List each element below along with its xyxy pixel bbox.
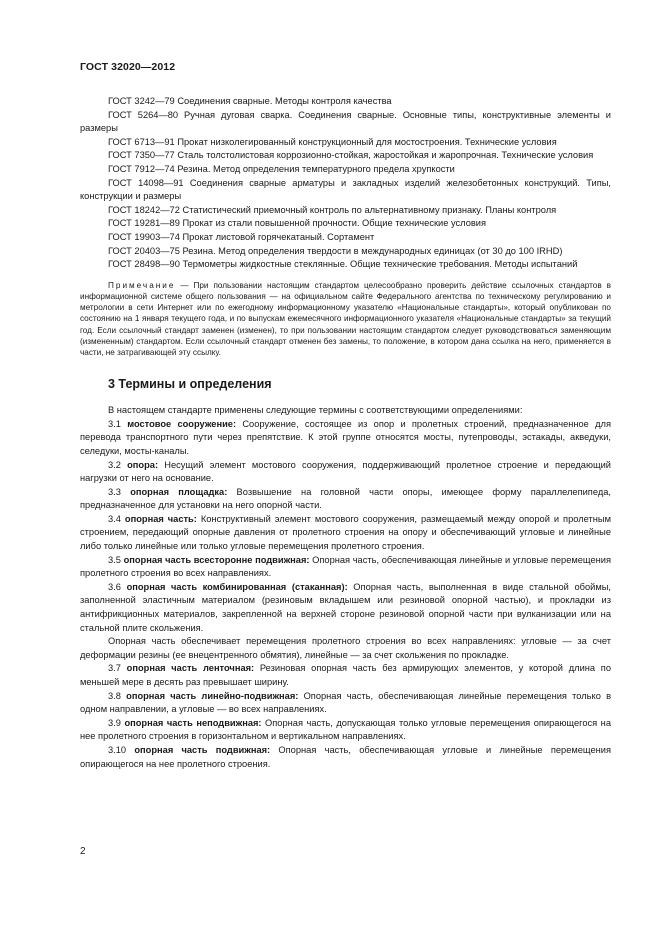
reference-item: ГОСТ 3242—79 Соединения сварные. Методы контроля качества: [108, 96, 392, 106]
term-entry: [80, 513, 611, 554]
reference-item: ГОСТ 20403—75 Резина. Метод определения твердости в международных единицах (от 30 до 100 IRHD): [108, 245, 563, 256]
term-entry: [80, 662, 611, 689]
term-definition: Опорная часть, допускающая только угловые перемещения опирающегося на нее пролетного строения в горизонтальном и вертикальном направлениях.: [80, 717, 611, 742]
term-entry: [80, 554, 611, 581]
reference-item: ГОСТ 14098—91 Соединения сварные арматуры и закладных изделий железобетонных конструкций. Типы, конструкции и размеры: [80, 177, 611, 202]
term-number: 3.1: [108, 418, 121, 429]
term-name: опорная часть всесторонне подвижная:: [123, 554, 310, 565]
term-number: 3.8: [108, 690, 121, 701]
term-entry: [80, 690, 611, 717]
term-number: 3.10: [108, 744, 127, 755]
term-entry: [80, 459, 611, 486]
term-definition: Опорная часть, выполненная в виде стальной обоймы, заполненной эластичным материалом (резиновым вкладышем или резиновой опорной частью), и прокладки из антифрикционных материалов, закрепленной на верхней стороне резиновой опорной части при вулканизации или на стальной плите скольжения.: [80, 581, 612, 633]
reference-item: ГОСТ 7350—77 Сталь толстолистовая коррозионно-стойкая, жаростойкая и жаропрочная. Технические условия: [108, 150, 594, 161]
note-text: — При пользовании настоящим стандартом целесообразно проверить действие ссылочных стандартов в информационной системе общего пользования — на официальном сайте Федерального агентства по техническому регулированию и метрологии в сети Интернет или по ежегодному информационному указателю «Национальные стандарты», который опубликован по состоянию на 1 января текущего года, и по выпускам ежемесячного информационного указателя «Национальные стандарты» за текущий год. Если ссылочный стандарт заменен (изменен), то при пользовании настоящим стандартом следует руководствоваться заменяющим (измененным) стандартом. Если ссылочный стандарт отменен без замены, то положение, в котором дана ссылка на него, применяется в части, не затрагивающей эту ссылку.: [80, 280, 611, 357]
term-name: опорная часть ленточная:: [126, 663, 255, 674]
term-entry: [80, 418, 611, 459]
section-title: 3 Термины и определения: [108, 377, 272, 392]
term-definition: Несущий элемент мостового сооружения, поддерживающий пролетное строение и передающий нагрузки от него на основание.: [80, 459, 611, 484]
term-definition: Опорная часть, обеспечивающая угловые и линейные перемещения опирающегося на нее пролетного строения.: [80, 744, 612, 769]
term-number: 3.7: [108, 663, 121, 674]
reference-item: ГОСТ 19903—74 Прокат листовой горячекатаный. Сортамент: [108, 231, 375, 242]
term-name: опорная часть:: [124, 513, 197, 524]
page-number: 2: [80, 846, 86, 857]
term-name: мостовое сооружение:: [127, 418, 237, 429]
note-label: Примечание: [108, 280, 176, 290]
term-name: опорная площадка:: [130, 486, 228, 497]
term-definition: Опорная часть, обеспечивающая линейные перемещения только в одном направлении, а угловые — во всех направлениях.: [80, 690, 612, 715]
term-number: 3.4: [108, 513, 121, 524]
term-number: 3.3: [108, 486, 121, 497]
term-number: 3.9: [108, 717, 121, 728]
term-name: опорная часть комбинированная (стаканная):: [126, 581, 348, 592]
term-entry: [80, 717, 611, 744]
reference-item: ГОСТ 7912—74 Резина. Метод определения температурного предела хрупкости: [108, 163, 455, 174]
term-name: опора:: [127, 459, 159, 470]
term-definition: Опорная часть, обеспечивающая линейные и угловые перемещения пролетного строения во всех направлениях.: [80, 554, 612, 579]
term-definition: Конструктивный элемент мостового сооружения, размещаемый между опорой и пролетным строением, передающий опорные давления от пролетного строения на опору и обеспечивающий угловые и линейные либо только линейные или только угловые перемещения пролетного строения.: [80, 513, 611, 552]
term-name: опорная часть неподвижная:: [124, 717, 262, 728]
term-entry: [80, 581, 611, 635]
term-number: 3.6: [108, 581, 121, 592]
document-code-header: ГОСТ 32020—2012: [80, 61, 176, 73]
term-continuation: Опорная часть обеспечивает перемещения пролетного строения во всех направлениях: угловые — за счет деформации резины (ее внецентренного обмятия), линейные — за счет скольжения по прокладке.: [80, 636, 611, 660]
term-definition: Резиновая опорная часть без армирующих элементов, у которой длина по меньшей мере в десять раз превышает ширину.: [80, 663, 611, 688]
term-definition: Возвышение на головной части опоры, имеющее форму параллелепипеда, предназначенное для установки на него опорной части.: [80, 486, 611, 511]
term-name: опорная часть подвижная:: [134, 744, 271, 755]
term-definition: Сооружение, состоящее из опор и пролетных строений, предназначенное для перевода транспортного пути через препятствие. К этой группе относятся мосты, путепроводы, эстакады, акведуки, селедуки, мосты-каналы.: [80, 418, 611, 456]
term-name: опорная часть линейно-подвижная:: [126, 690, 299, 701]
page-content: [80, 95, 611, 771]
note-paragraph: [80, 280, 611, 358]
reference-item: ГОСТ 5264—80 Ручная дуговая сварка. Соединения сварные. Основные типы, конструктивные элементы и размеры: [80, 109, 611, 134]
normative-references-list: [80, 95, 611, 272]
reference-item: ГОСТ 18242—72 Статистический приемочный контроль по альтернативному признаку. Планы контроля: [108, 204, 557, 215]
reference-item: ГОСТ 6713—91 Прокат низколегированный конструкционный для мостостроения. Технические условия: [108, 136, 557, 147]
section-intro: В настоящем стандарте применены следующие термины с соответствующими определениями:: [108, 405, 523, 416]
term-entry: [80, 486, 611, 513]
terms-list: [80, 404, 611, 771]
term-number: 3.2: [108, 459, 121, 470]
term-number: 3.5: [108, 554, 121, 565]
reference-item: ГОСТ 19281—89 Прокат из стали повышенной прочности. Общие технические условия: [108, 218, 487, 229]
term-entry: [80, 744, 611, 771]
reference-item: ГОСТ 28498—90 Термометры жидкостные стеклянные. Общие технические требования. Методы испытаний: [108, 259, 578, 270]
